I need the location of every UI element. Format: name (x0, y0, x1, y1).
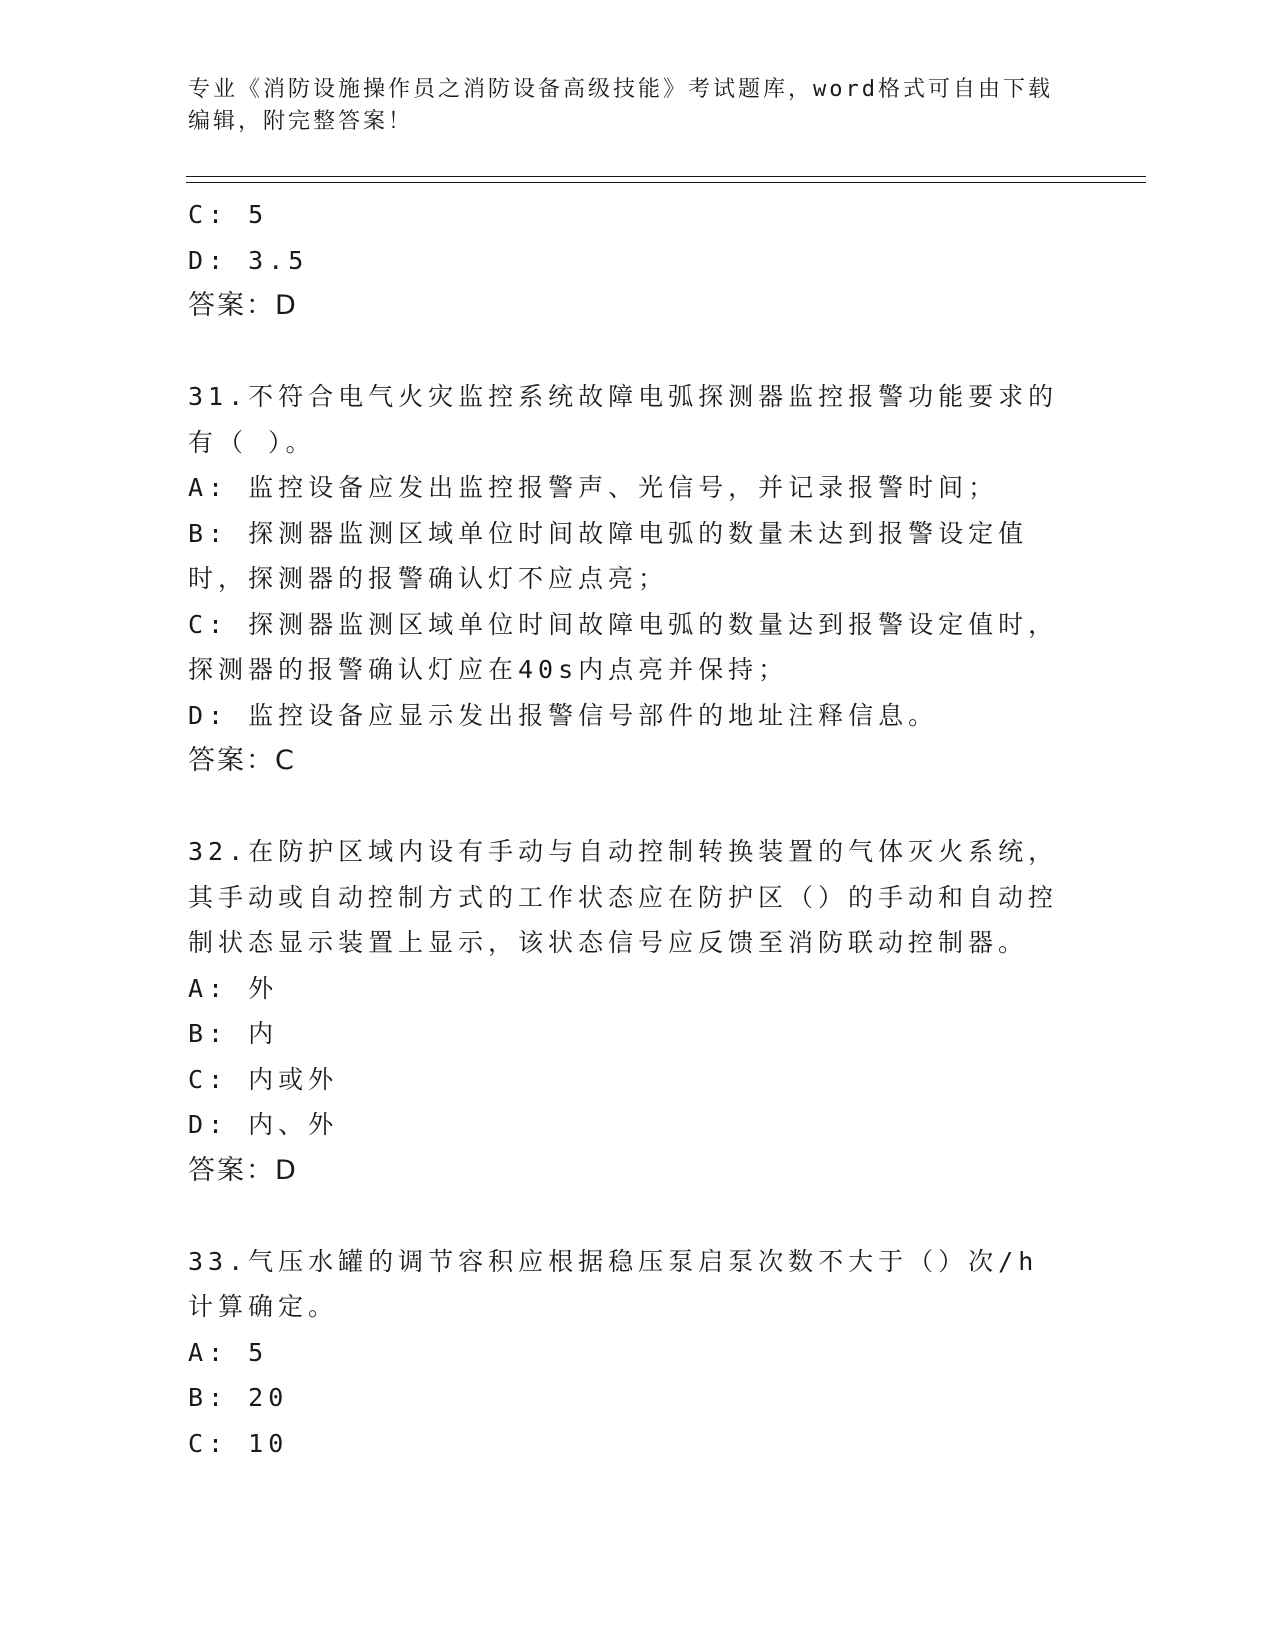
question-31 (188, 374, 1088, 784)
question-stem: 32.在防护区域内设有手动与自动控制转换装置的气体灭火系统，其手动或自动控制方式的工作状态应在防护区（）的手动和自动控制状态显示装置上显示，该状态信号应反馈至消防联动控制器。 (188, 837, 1059, 957)
option-c: C: 10 (188, 1428, 289, 1458)
option-b: B: 内 (188, 1019, 279, 1048)
option-b: B: 探测器监测区域单位时间故障电弧的数量未达到报警设定值时，探测器的报警确认灯不应点亮； (188, 518, 1029, 593)
option-d: D: 3.5 (188, 245, 309, 275)
header-divider-bottom (186, 182, 1146, 183)
document-body (188, 192, 1088, 1466)
option-d: D: 监控设备应显示发出报警信号部件的地址注释信息。 (188, 700, 939, 730)
option-a: A: 5 (188, 1337, 269, 1367)
option-c: C: 5 (188, 200, 269, 229)
option-a: A: 外 (188, 973, 279, 1003)
question-30-tail (188, 192, 1088, 329)
header-divider-top (186, 176, 1146, 177)
answer-line: 答案：D (188, 290, 298, 321)
option-d: D: 内、外 (188, 1110, 339, 1139)
question-stem: 33.气压水罐的调节容积应根据稳压泵启泵次数不大于（）次/h计算确定。 (188, 1246, 1039, 1321)
question-stem: 31.不符合电气火灾监控系统故障电弧探测器监控报警功能要求的有（ ）。 (188, 382, 1059, 457)
answer-line: 答案：D (188, 1154, 298, 1186)
answer-line: 答案：C (188, 745, 296, 776)
question-32 (188, 829, 1088, 1193)
header-text: 专业《消防设施操作员之消防设备高级技能》考试题库，word格式可自由下载编辑，附完整答案！ (188, 77, 1053, 134)
document-header (188, 74, 1068, 138)
question-33 (188, 1239, 1088, 1467)
option-a: A: 监控设备应发出监控报警声、光信号，并记录报警时间； (188, 473, 999, 502)
option-c: C: 内或外 (188, 1064, 339, 1094)
option-c: C: 探测器监测区域单位时间故障电弧的数量达到报警设定值时，探测器的报警确认灯应在40s内点亮并保持； (188, 609, 1059, 684)
option-b: B: 20 (188, 1383, 289, 1412)
